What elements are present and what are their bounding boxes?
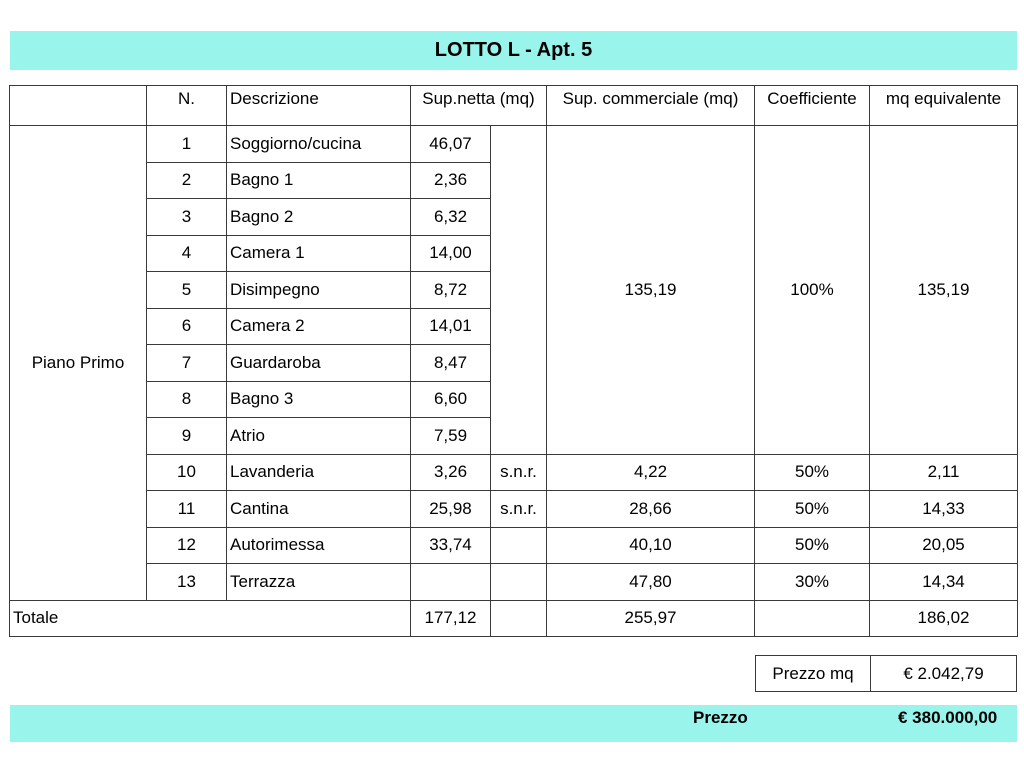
totals-sup-commerciale: 255,97 — [547, 600, 755, 637]
room-coefficiente: 50% — [755, 454, 870, 491]
room-descrizione: Cantina — [227, 491, 411, 528]
room-descrizione: Atrio — [227, 418, 411, 455]
room-descrizione: Soggiorno/cucina — [227, 126, 411, 163]
room-sup-netta: 25,98 — [411, 491, 491, 528]
room-number: 3 — [147, 199, 227, 236]
prezzo-label: Prezzo — [693, 708, 748, 727]
header-mq-equivalente: mq equivalente — [870, 86, 1018, 126]
prezzo-mq-box — [755, 655, 1017, 692]
totals-sup-netta: 177,12 — [411, 600, 491, 637]
rooms-table — [9, 85, 1018, 637]
room-descrizione: Camera 2 — [227, 308, 411, 345]
room-sup-commerciale: 47,80 — [547, 564, 755, 601]
room-coefficiente: 50% — [755, 527, 870, 564]
room-sup-netta: 8,47 — [411, 345, 491, 382]
room-sup-netta: 3,26 — [411, 454, 491, 491]
room-number: 13 — [147, 564, 227, 601]
room-note: s.n.r. — [491, 491, 547, 528]
table-row — [10, 491, 1018, 528]
room-note: s.n.r. — [491, 454, 547, 491]
totals-coefficiente — [755, 600, 870, 637]
room-sup-netta: 2,36 — [411, 162, 491, 199]
room-number: 7 — [147, 345, 227, 382]
room-number: 6 — [147, 308, 227, 345]
room-descrizione: Lavanderia — [227, 454, 411, 491]
group-coefficiente: 100% — [755, 126, 870, 455]
room-number: 2 — [147, 162, 227, 199]
room-mq-equivalente: 14,34 — [870, 564, 1018, 601]
room-number: 12 — [147, 527, 227, 564]
room-coefficiente: 50% — [755, 491, 870, 528]
room-descrizione: Disimpegno — [227, 272, 411, 309]
room-sup-netta: 6,32 — [411, 199, 491, 236]
price-band — [10, 705, 1017, 742]
totals-mq-equivalente: 186,02 — [870, 600, 1018, 637]
room-mq-equivalente: 2,11 — [870, 454, 1018, 491]
prezzo-mq-value: € 2.042,79 — [871, 656, 1017, 692]
room-note — [491, 126, 547, 455]
room-mq-equivalente: 20,05 — [870, 527, 1018, 564]
prezzo-value: € 380.000,00 — [898, 708, 998, 727]
table-row — [10, 454, 1018, 491]
room-sup-netta: 8,72 — [411, 272, 491, 309]
totals-note — [491, 600, 547, 637]
floor-label: Piano Primo — [10, 126, 147, 601]
room-mq-equivalente: 14,33 — [870, 491, 1018, 528]
room-note — [491, 564, 547, 601]
room-descrizione: Bagno 1 — [227, 162, 411, 199]
room-sup-netta: 33,74 — [411, 527, 491, 564]
room-sup-netta — [411, 564, 491, 601]
room-sup-netta: 14,01 — [411, 308, 491, 345]
room-number: 4 — [147, 235, 227, 272]
room-descrizione: Terrazza — [227, 564, 411, 601]
header-coefficiente: Coefficiente — [755, 86, 870, 126]
room-sup-commerciale: 28,66 — [547, 491, 755, 528]
room-sup-netta: 7,59 — [411, 418, 491, 455]
table-row — [10, 527, 1018, 564]
room-sup-netta: 6,60 — [411, 381, 491, 418]
room-number: 11 — [147, 491, 227, 528]
prezzo-mq-label: Prezzo mq — [756, 656, 871, 692]
room-number: 9 — [147, 418, 227, 455]
totals-row — [10, 600, 1018, 637]
title-band — [10, 31, 1017, 70]
room-sup-commerciale: 40,10 — [547, 527, 755, 564]
room-number: 1 — [147, 126, 227, 163]
header-floor — [10, 86, 147, 126]
group-mq-equivalente: 135,19 — [870, 126, 1018, 455]
group-sup-commerciale: 135,19 — [547, 126, 755, 455]
room-number: 8 — [147, 381, 227, 418]
room-sup-netta: 46,07 — [411, 126, 491, 163]
room-number: 5 — [147, 272, 227, 309]
table-row — [10, 126, 1018, 163]
room-descrizione: Camera 1 — [227, 235, 411, 272]
room-coefficiente: 30% — [755, 564, 870, 601]
room-note — [491, 527, 547, 564]
room-descrizione: Bagno 2 — [227, 199, 411, 236]
header-row — [10, 86, 1018, 126]
page-title: LOTTO L - Apt. 5 — [434, 39, 593, 61]
table-row — [10, 564, 1018, 601]
header-n: N. — [147, 86, 227, 126]
header-sup-commerciale: Sup. commerciale (mq) — [547, 86, 755, 126]
room-number: 10 — [147, 454, 227, 491]
room-descrizione: Bagno 3 — [227, 381, 411, 418]
room-sup-netta: 14,00 — [411, 235, 491, 272]
header-descrizione: Descrizione — [227, 86, 411, 126]
room-descrizione: Autorimessa — [227, 527, 411, 564]
room-descrizione: Guardaroba — [227, 345, 411, 382]
room-sup-commerciale: 4,22 — [547, 454, 755, 491]
header-sup-netta: Sup.netta (mq) — [411, 86, 547, 126]
totals-label: Totale — [10, 600, 411, 637]
